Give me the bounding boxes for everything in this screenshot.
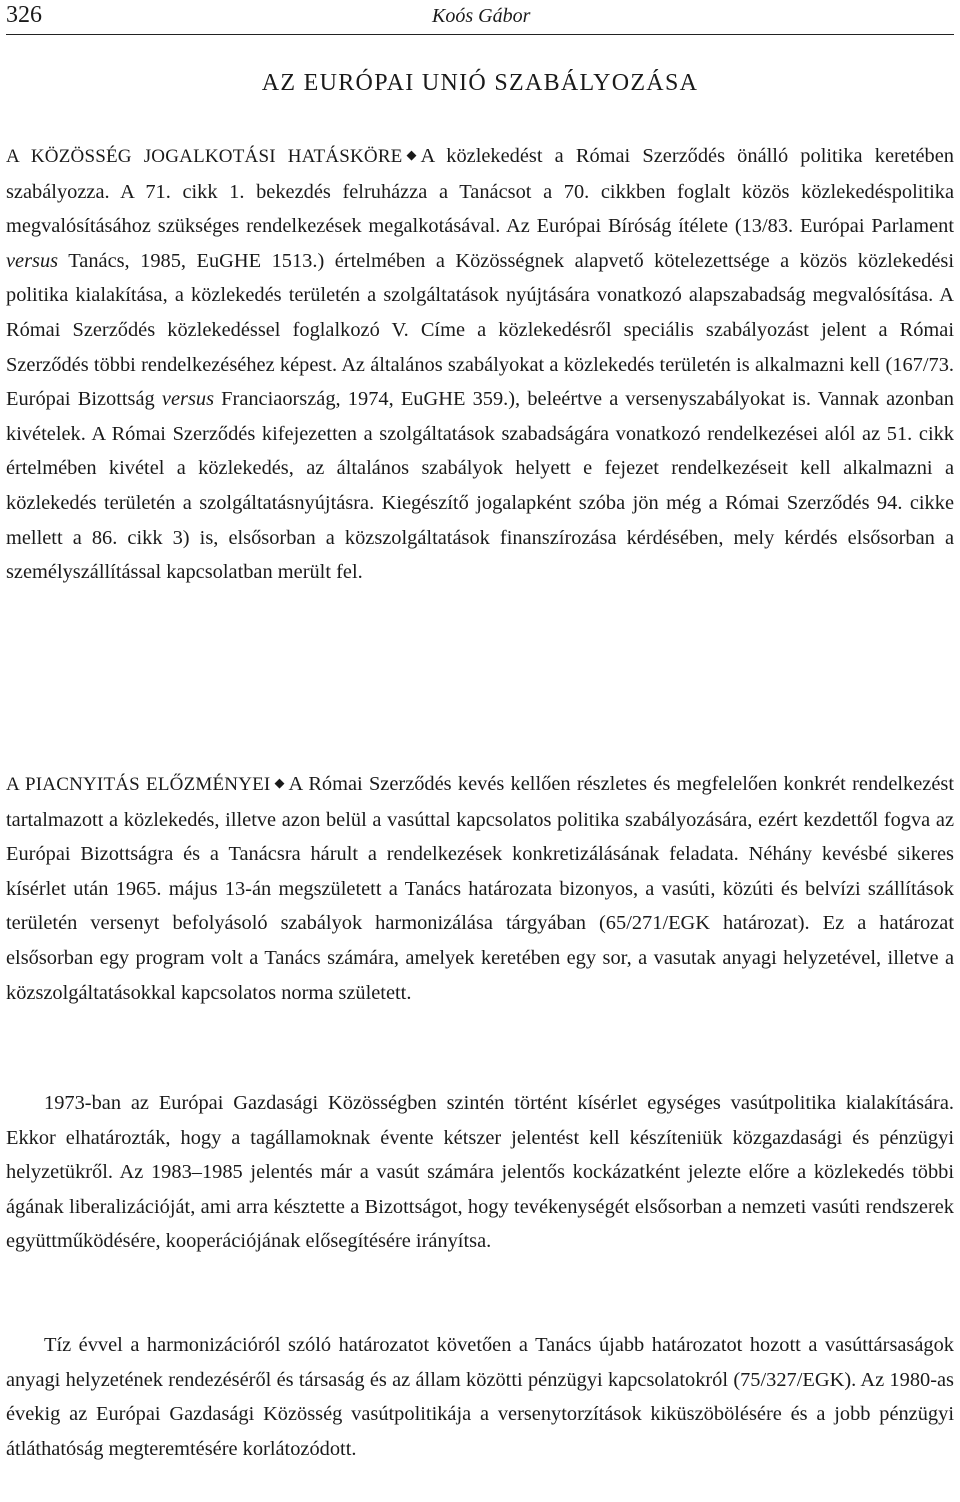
italic-term: versus [161, 388, 215, 411]
paragraph-text: A Római Szerződés kevés kellően részletes és megfelelően konkrét rendelkezést tartalmazott a közlekedés, illetve azon belül a vasúttal kapcsolatos politika szabályozására, ezért kezdettől fogva az Európai Bizottságra és a Tanácsra hárult a rendelkezések konkretizálásának feladata. Néhány kevésbé sikeres kísérlet után 1965. május 13-án megszületett a Tanács határozata bizonyos, a vasúti, közúti és belvízi szállítások területén versenyt befolyásoló szabályok harmonizálása tárgyában (65/271/EGK határozat). Ez a határozat elsősorban egy program volt a Tanács számára, amelyek keretében egy sor, a vasutak anyagi helyzetével, illetve a közszolgáltatásokkal kapcsolatos norma született. [6, 773, 954, 1004]
diamond-separator-icon: ◆ [274, 775, 285, 790]
running-head-author: Koós Gábor [432, 5, 531, 27]
diamond-separator-icon: ◆ [406, 147, 417, 162]
paragraph: 1973-ban az Európai Gazdasági Közösségben szintén történt kísérlet egységes vasútpolitika kialakítására. Ekkor elhatározták, hogy a tagállamoknak évente kétszer jelentést kell készíteniük közgazdasági és pénzügyi helyzetükről. Az 1983–1985 jelentés már a vasút számára jelentős kockázatként jelezte előre a közlekedés többi ágának liberalizációját, ami arra késztette a Bizottságot, hogy tevékenységét elsősorban a nemzeti vasúti rendszerek együttműködésére, kooperációjának elősegítésére irányítsa. [6, 1092, 954, 1253]
paragraph-text: Tanács, 1985, EuGHE 1513.) értelmében a Közösségnek alapvető kötelezettsége a közös közlekedési politika kialakítása, a közlekedés területén a szolgáltatások nyújtására vonatkozó alapszabadság megvalósítása. A Római Szerződés közlekedéssel foglalkozó V. Címe a közlekedésről speciális szabályozást jelent a Római Szerződés többi rendelkezéséhez képest. Az általános szabályokat a közlekedés területén is alkalmazni kell (167/73. Európai Bizottság [6, 249, 954, 411]
section-heading: A KÖZÖSSÉG JOGALKOTÁSI HATÁSKÖRE [6, 146, 403, 167]
paragraph-text: Franciaország, 1974, EuGHE 359.), beleértve a versenyszabályokat is. Vannak azonban kivételek. A Római Szerződés kifejezetten a szolgáltatások szabadságára vonatkozó rendelkezései alól az 51. cikk értelmében kivétel a közlekedés, az általános szabályok helyett e fejezet rendelkezéseit kell alkalmazni a közlekedés területén a szolgáltatásnyújtásra. Kiegészítő jogalapként szóba jön még a Római Szerződés 94. cikke mellett a 86. cikk 3) is, elsősorban a közszolgáltatások finanszírozása kérdésében, mely kérdés elsősorban a személyszállítással kapcsolatban merült fel. [6, 388, 954, 584]
running-header [6, 0, 954, 35]
paragraph [6, 766, 954, 1010]
paragraph [6, 138, 954, 590]
paragraph: Tíz évvel a harmonizációról szóló határozatot követően a Tanács újabb határozatot hozott a vasúttársaságok anyagi helyzetének rendezéséről és társaság és az állam közötti pénzügyi kapcsolatokról (75/327/EGK). Az 1980-as évekig az Európai Gazdasági Közösség vasútpolitikája a versenytorzítások kiküszöbölésére és a jobb pénzügyi átláthatóság megteremtésére korlátozódott. [6, 1334, 954, 1460]
page-number: 326 [6, 2, 42, 28]
section-piacnyitas-paragraph-2 [6, 1086, 954, 1259]
chapter-title: AZ EURÓPAI UNIÓ SZABÁLYOZÁSA [261, 70, 699, 96]
paragraph-text: A közlekedést a Római Szerződés önálló politika keretében szabályozza. A 71. cikk 1. bekezdés felruházza a Tanácsot a 70. cikkben foglalt közös közlekedéspolitika megvalósításához szükséges rendelkezések megalkotásával. Az Európai Bíróság ítélete (13/83. Európai Parlament [6, 145, 954, 238]
section-heading: A PIACNYITÁS ELŐZMÉNYEI [6, 774, 271, 795]
italic-term: versus [6, 249, 59, 272]
section-jogalkotasi-hataskore [6, 138, 954, 590]
section-piacnyitas-elozmenyei [6, 766, 954, 1010]
section-piacnyitas-paragraph-3 [6, 1328, 954, 1466]
